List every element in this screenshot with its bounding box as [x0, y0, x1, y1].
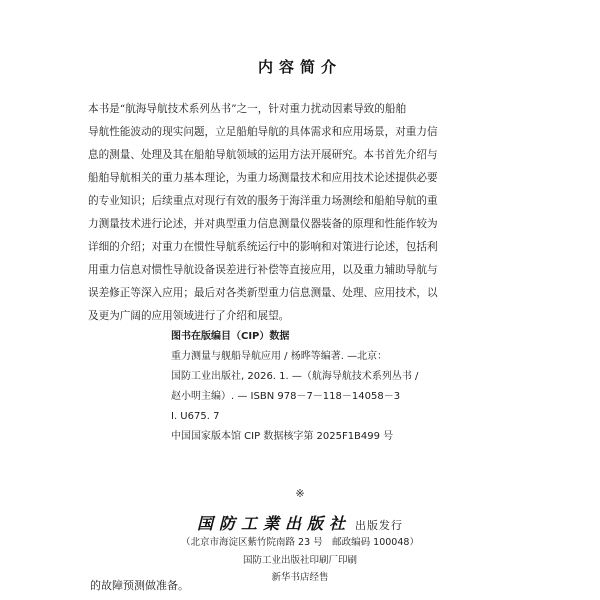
cip-data-block [171, 327, 461, 447]
cip-line: 中国国家版本馆 CIP 数据核字第 2025F1B499 号 [171, 431, 394, 442]
cip-line: 国防工业出版社, 2026. 1. —（航海导航技术系列丛书 / [171, 371, 419, 382]
summary-line: 船舶导航相关的重力基本理论，为重力场测量技术和应用技术论述提供必要 [88, 172, 438, 184]
page-title: 内容简介 [257, 58, 342, 76]
summary-line: 力测量技术进行论述，并对典型重力信息测量仪器装备的原理和性能作较为 [88, 218, 438, 230]
summary-line: 用重力信息对惯性导航设备误差进行补偿等直接应用，以及重力辅助导航与 [88, 264, 438, 276]
content-summary [88, 98, 506, 328]
summary-line: 及更为广阔的应用领域进行了介绍和展望。 [88, 310, 290, 322]
publisher-logo-text: 国防工業出版社 [196, 514, 351, 533]
summary-line: 误差修正等深入应用；最后对各类新型重力信息测量、处理、应用技术，以 [88, 287, 438, 299]
publisher-block [150, 511, 450, 586]
summary-line: 息的测量、处理及其在船舶导航领域的运用方法开展研究。本书首先介绍与 [88, 149, 438, 161]
cip-heading: 图书在版编目（CIP）数据 [171, 331, 290, 342]
summary-line: 的专业知识；后续重点对现行有效的服务于海洋重力场测绘和船舶导航的重 [88, 195, 438, 207]
reference-mark: ※ [295, 487, 305, 500]
cip-line: 赵小明主编）. — ISBN 978－7－118－14058－3 [171, 391, 401, 402]
summary-line: 本书是“航海导航技术系列丛书”之一，针对重力扰动因素导致的船舶 [88, 103, 407, 115]
publisher-address: （北京市海淀区紫竹院南路 23 号 邮政编码 100048） [181, 537, 419, 548]
cip-line: Ⅰ. U675. 7 [171, 411, 220, 422]
cip-line: 重力测量与舰船导航应用 / 杨晔等编著. —北京： [171, 351, 388, 362]
publisher-suffix: 出版发行 [355, 519, 403, 532]
footer-text: 的故障预测做准备。 [90, 579, 189, 592]
printer-line: 国防工业出版社印刷厂印刷 [242, 555, 357, 566]
distributor-line: 新华书店经售 [271, 572, 329, 583]
summary-line: 详细的介绍；对重力在惯性导航系统运行中的影响和对策进行论述，包括利 [88, 241, 438, 253]
summary-line: 导航性能波动的现实问题，立足船舶导航的具体需求和应用场景，对重力信 [88, 126, 438, 138]
